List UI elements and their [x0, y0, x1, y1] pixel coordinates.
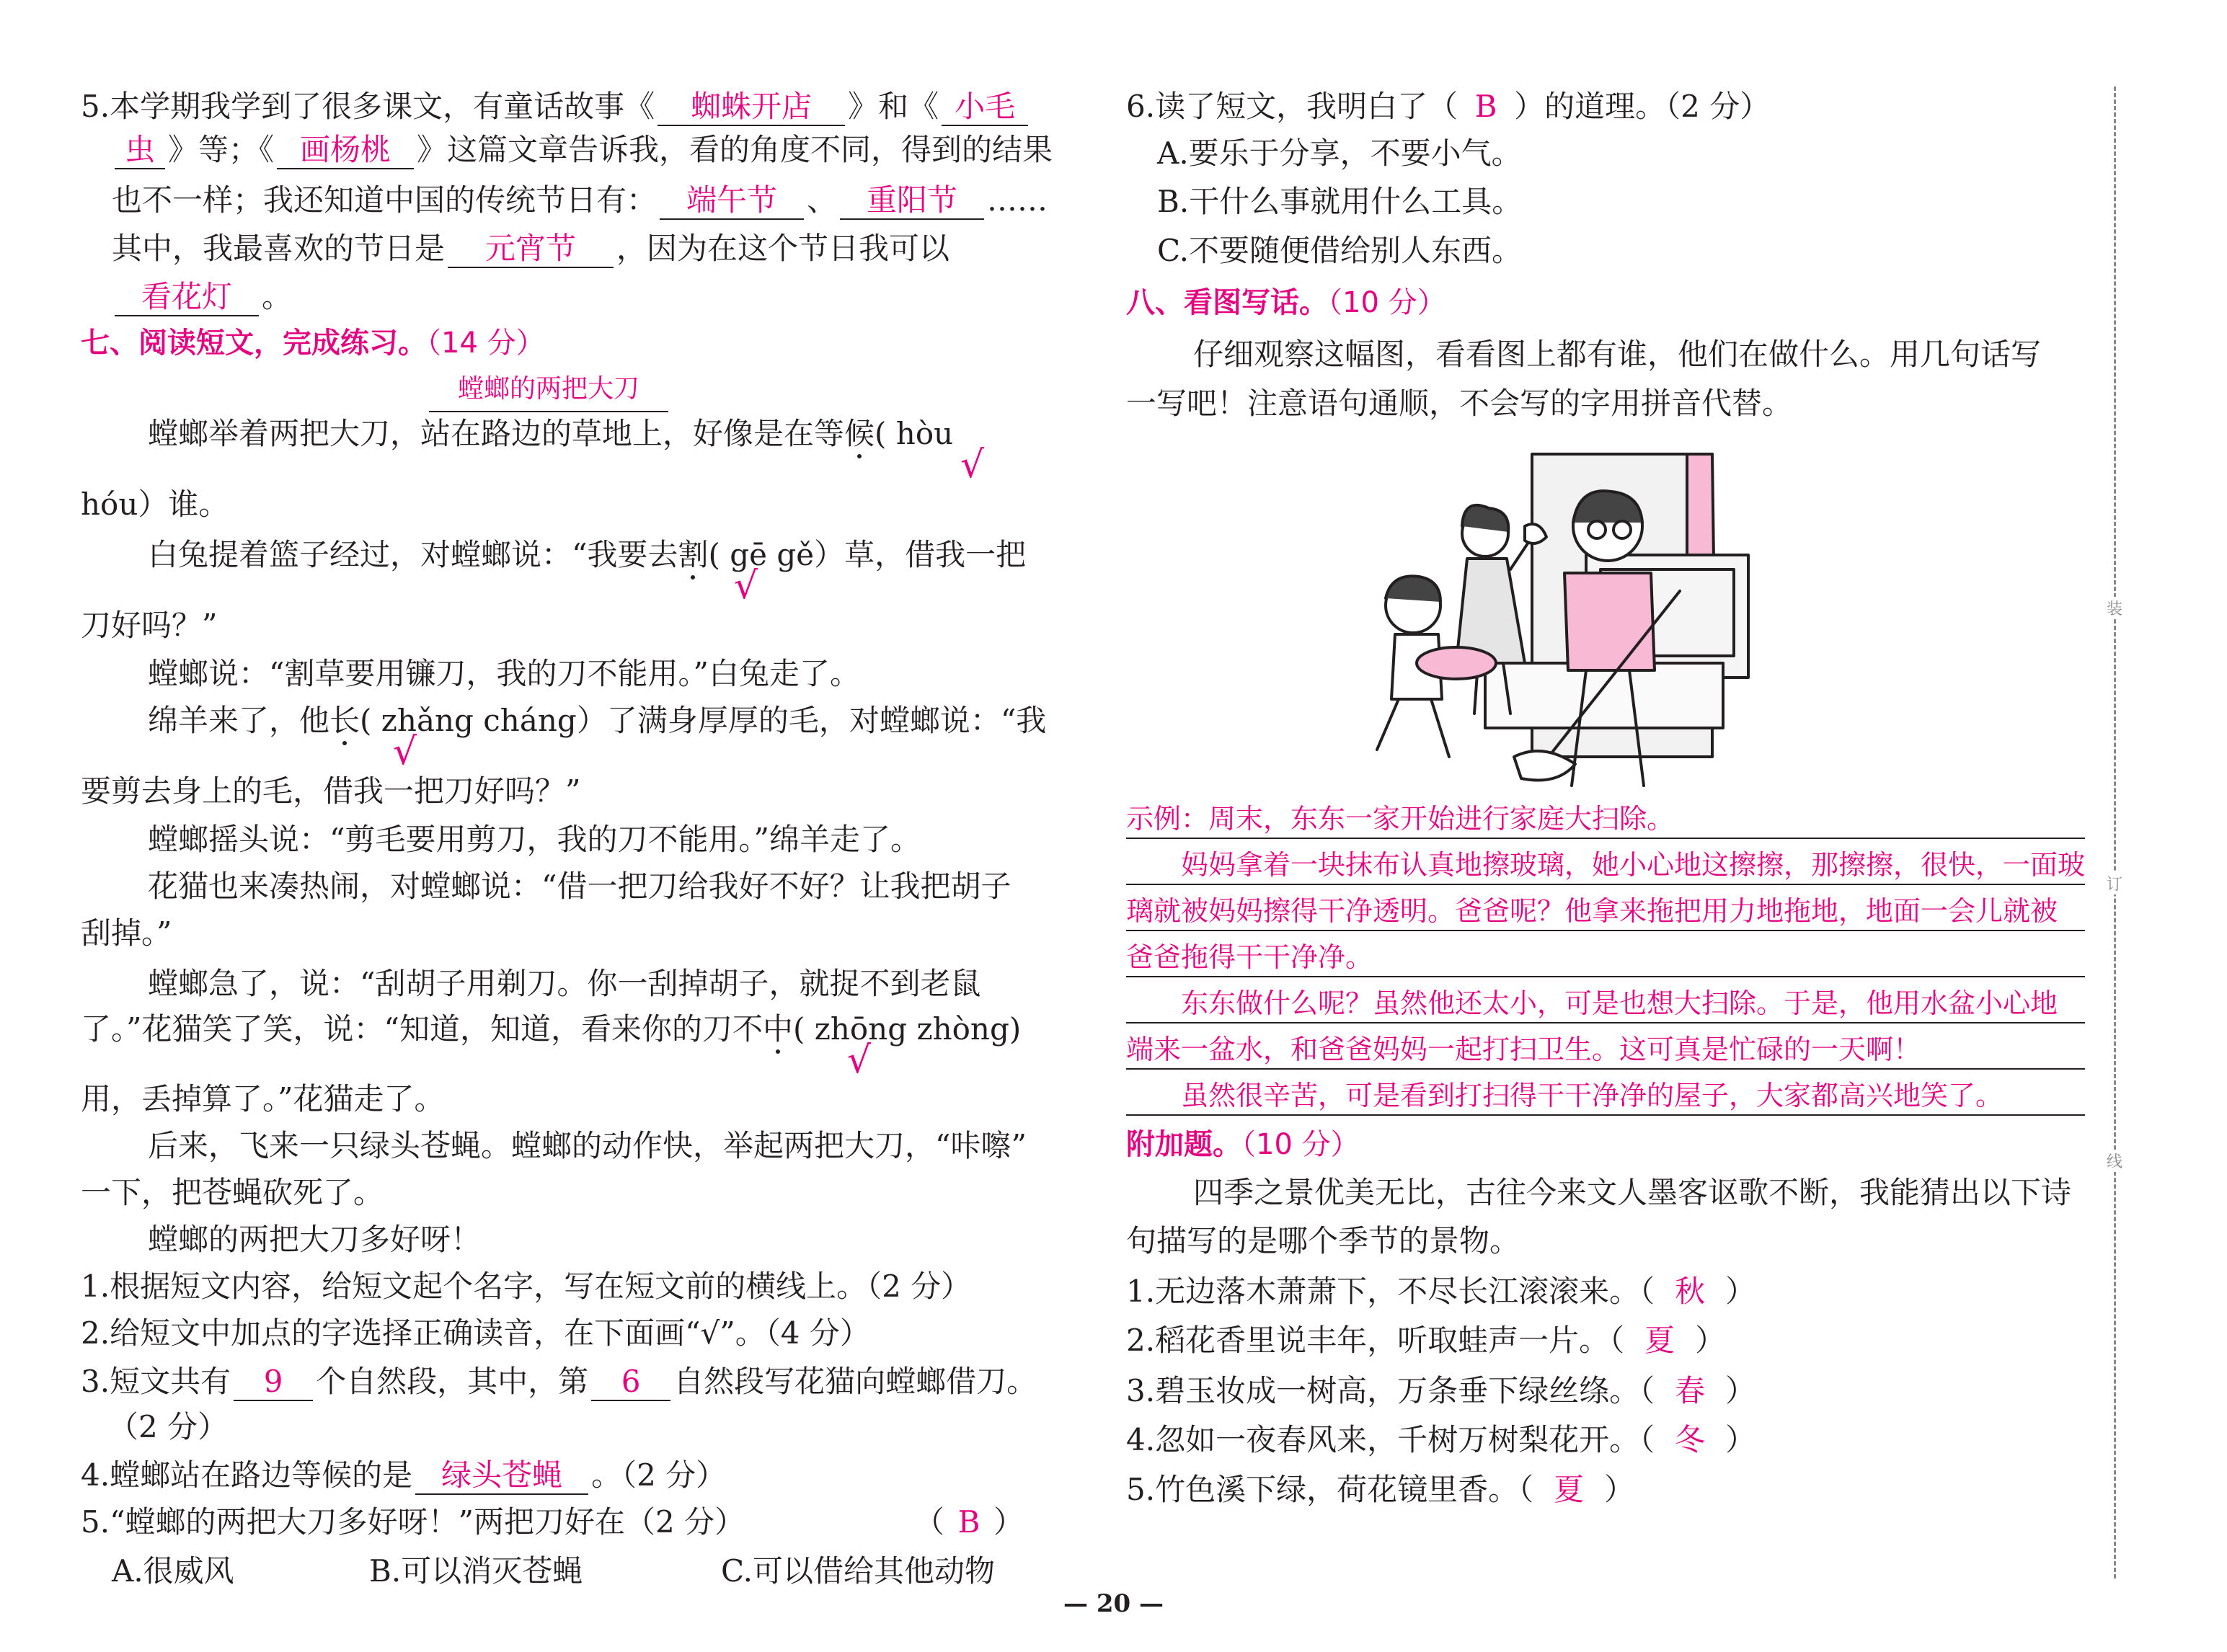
writing-rule [1126, 976, 2085, 977]
story-p3: 螳螂说：“割草要用镰刀，我的刀不能用。”白兔走了。 [148, 656, 860, 691]
story-title: 螳螂的两把大刀 [429, 368, 668, 412]
section8-instruction: 仔细观察这幅图，看看图上都有谁，他们在做什么。用几句话写 [1193, 337, 2042, 372]
story-p1: 螳螂举着两把大刀，站在路边的草地上，好像是在等候( hòu [148, 416, 954, 451]
writing-rule [1126, 930, 2085, 931]
question-6: 6.读了短文，我明白了（ B ）的道理。（2 分） [1126, 89, 1771, 124]
writing-line-5: 东东做什么呢？虽然他还太小，可是也想大扫除。于是，他用水盆小心地 [1126, 987, 2058, 1019]
binding-label: 装 [2104, 597, 2125, 619]
option-c: C.可以借给其他动物 [721, 1553, 995, 1589]
writing-line-2: 妈妈拿着一块抹布认真地擦玻璃，她小心地这擦擦，那擦擦，很快，一面玻 [1126, 849, 2086, 881]
story-p7-end: 用，丢掉算了。”花猫走了。 [81, 1081, 445, 1116]
tick-mark: √ [393, 730, 417, 773]
story-p4-cont: 要剪去身上的毛，借我一把刀好吗？” [81, 773, 581, 809]
story-p6-cont: 刮掉。” [81, 915, 172, 951]
answer-paragraph-number: 6 [591, 1364, 670, 1401]
water-basin [1417, 647, 1496, 679]
q5-line5: 看花灯 。 [112, 275, 292, 319]
writing-rule [1126, 884, 2085, 885]
answer-kanhuadeng: 看花灯 [115, 279, 259, 316]
q6-option-c: C.不要随便借给别人东西。 [1157, 233, 1522, 268]
story-p9: 螳螂的两把大刀多好呀！ [148, 1222, 482, 1257]
q5-line1: 5.本学期我学到了很多课文，有童话故事《 蜘蛛开店 》和《 小毛 [81, 85, 1031, 128]
writing-rule [1126, 1022, 2085, 1023]
story-p7-cont: 了。”花猫笑了笑，说：“知道，知道，看来你的刀不中( zhōng zhòng) [81, 1011, 1022, 1047]
answer-chong: 虫 [115, 132, 165, 169]
answer-paragraph-count: 9 [234, 1364, 313, 1401]
poem-3: 3.碧玉妆成一树高，万条垂下绿丝绦。（ 春 ） [1126, 1373, 1756, 1408]
story-p8: 后来，飞来一只绿头苍蝇。螳螂的动作快，举起两把大刀，“咔嚓” [148, 1128, 1027, 1163]
family-cleaning-illustration [1370, 447, 1774, 793]
q6-option-b: B.干什么事就用什么工具。 [1157, 184, 1523, 219]
answer-huayangtao: 画杨桃 [277, 132, 414, 169]
answer-yuanxiao: 元宵节 [448, 231, 614, 268]
story-p1-cont: hóu）谁。 [81, 487, 229, 522]
binding-dashed-line [2114, 86, 2116, 1578]
answer-duanwu: 端午节 [660, 182, 804, 220]
dad-body [1564, 573, 1655, 670]
section7-heading: 七、阅读短文，完成练习。（14 分） [81, 327, 545, 360]
poem-1: 1.无边落木萧萧下，不尽长江滚滚来。（ 秋 ） [1126, 1274, 1756, 1309]
tick-mark: √ [847, 1039, 872, 1082]
story-p4: 绵羊来了，他长( zhǎng cháng）了满身厚厚的毛，对螳螂说：“我 [148, 703, 1047, 738]
answer-cangying: 绿头苍蝇 [415, 1457, 588, 1495]
story-p8-cont: 一下，把苍蝇砍死了。 [81, 1175, 384, 1210]
writing-line-3: 璃就被妈妈擦得干净透明。爸爸呢？他拿来拖把用力地拖地，地面一会儿就被 [1126, 895, 2058, 927]
question-5: 5.“螳螂的两把大刀多好呀！”两把刀好在（2 分） [81, 1504, 745, 1540]
writing-line-6: 端来一盆水，和爸爸妈妈一起打扫卫生。这可真是忙碌的一天啊！ [1126, 1034, 1921, 1065]
question-5-answer: （ B ） [914, 1504, 1024, 1540]
poem-2: 2.稻花香里说丰年，听取蛙声一片。（ 夏 ） [1126, 1323, 1726, 1358]
q5-line4: 其中，我最喜欢的节日是 元宵节 ，因为在这个节日我可以 [112, 227, 949, 270]
binding-label: 订 [2104, 872, 2125, 894]
binding-label: 线 [2104, 1150, 2125, 1172]
answer-zhizhu: 蜘蛛开店 [658, 89, 845, 126]
writing-line-7: 虽然很辛苦，可是看到打扫得干干净净的屋子，大家都高兴地笑了。 [1126, 1080, 2004, 1111]
bonus-heading: 附加题。（10 分） [1126, 1128, 1360, 1161]
poem-4: 4.忽如一夜春风来，千树万树梨花开。（ 冬 ） [1126, 1422, 1756, 1457]
section8-instruction-cont: 一写吧！注意语句通顺，不会写的字用拼音代替。 [1126, 386, 1793, 421]
answer-xiaomao: 小毛 [942, 89, 1028, 126]
question-1: 1.根据短文内容，给短文起个名字，写在短文前的横线上。（2 分） [81, 1269, 972, 1304]
story-p2-cont: 刀好吗？” [81, 608, 218, 643]
section8-heading: 八、看图写话。（10 分） [1126, 286, 1446, 319]
q5-line2: 虫 》等；《 画杨桃 》这篇文章告诉我，看的角度不同，得到的结果 [112, 128, 1053, 172]
page-number: — 20 — [1063, 1589, 1164, 1618]
question-3: 3.短文共有 9 个自然段，其中，第 6 自然段写花猫向螳螂借刀。 [81, 1360, 1037, 1403]
story-p7: 螳螂急了，说：“刮胡子用剃刀。你一刮掉胡子，就捉不到老鼠 [148, 966, 981, 1001]
writing-rule [1126, 1114, 2085, 1116]
answer-chongyang: 重阳节 [840, 182, 984, 220]
bonus-instruction: 四季之景优美无比，古往今来文人墨客讴歌不断，我能猜出以下诗 [1193, 1175, 2072, 1210]
question-2: 2.给短文中加点的字选择正确读音，在下面画“√”。（4 分） [81, 1315, 870, 1351]
writing-rule [1126, 1068, 2085, 1070]
story-p2: 白兔提着篮子经过，对螳螂说：“我要去割( gē gě）草，借我一把 [148, 537, 1027, 572]
writing-rule [1126, 838, 2085, 839]
question-4: 4.螳螂站在路边等候的是 绿头苍蝇 。（2 分） [81, 1454, 726, 1497]
bonus-instruction-cont: 句描写的是哪个季节的景物。 [1126, 1223, 1520, 1258]
table [1485, 663, 1723, 728]
option-b: B.可以消灭苍蝇 [369, 1553, 583, 1589]
q6-option-a: A.要乐于分享，不要小气。 [1157, 136, 1522, 171]
story-p6: 花猫也来凑热闹，对螳螂说：“借一把刀给我好不好？让我把胡子 [148, 869, 1011, 904]
question-3-score: （2 分） [108, 1409, 229, 1444]
poem-5: 5.竹色溪下绿，荷花镜里香。（ 夏 ） [1126, 1472, 1635, 1507]
writing-line-1: 示例：周末，东东一家开始进行家庭大扫除。 [1126, 803, 1675, 835]
story-p5: 螳螂摇头说：“剪毛要用剪刀，我的刀不能用。”绵羊走了。 [148, 822, 921, 857]
q5-line3: 也不一样；我还知道中国的传统节日有： 端午节 、 重阳节 …… [112, 179, 1048, 222]
tick-mark: √ [734, 564, 758, 608]
writing-line-4: 爸爸拖得干干净净。 [1126, 941, 1373, 973]
tick-mark: √ [960, 443, 985, 487]
option-a: A.很威风 [112, 1553, 234, 1589]
